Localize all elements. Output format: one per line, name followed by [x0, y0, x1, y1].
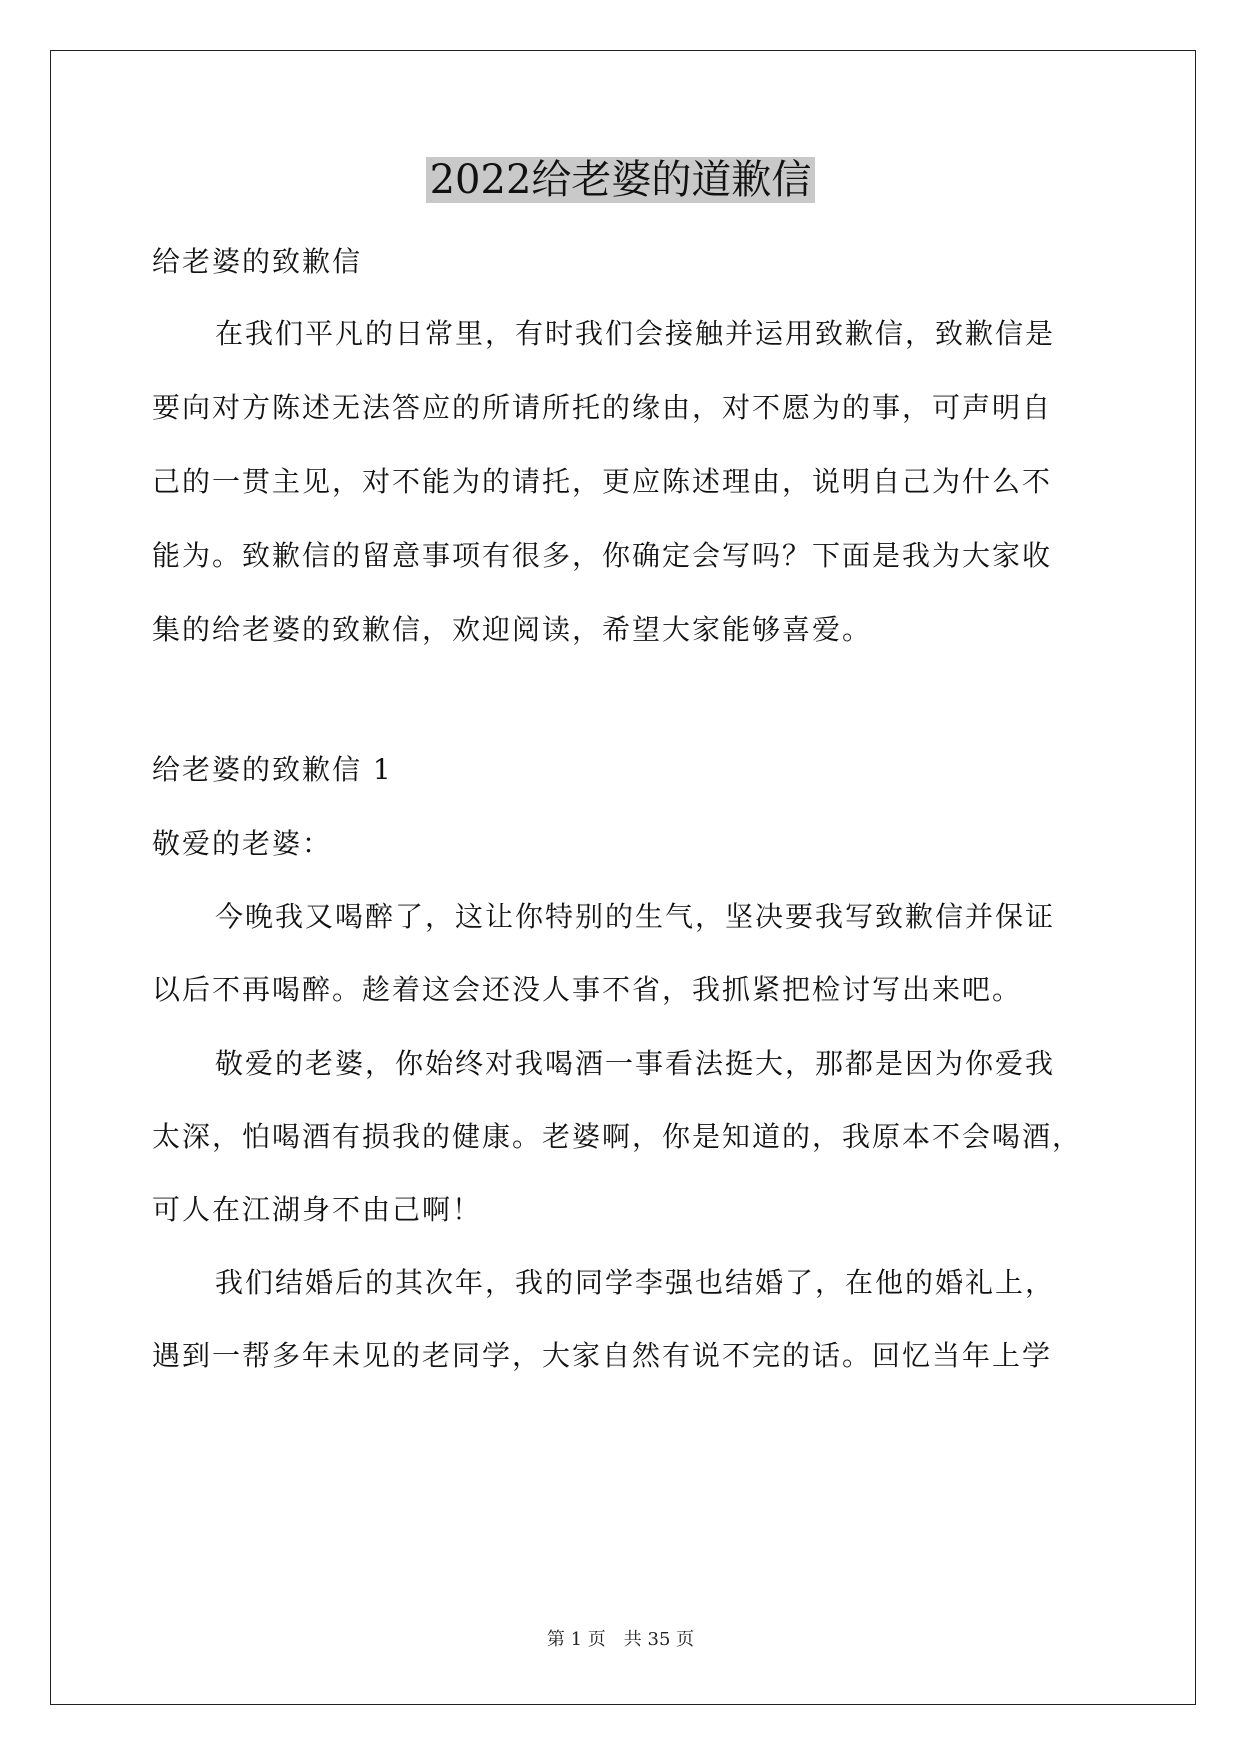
- paragraph-line: 集的给老婆的致歉信，欢迎阅读，希望大家能够喜爱。: [152, 613, 873, 646]
- paragraph-line: 可人在江湖身不由己啊！: [152, 1193, 483, 1226]
- paragraph-line: 以后不再喝醉。趁着这会还没人事不省，我抓紧把检讨写出来吧。: [152, 973, 1023, 1006]
- section-heading: 给老婆的致歉信 1: [152, 753, 393, 786]
- title-text: 2022给老婆的道歉信: [426, 157, 816, 203]
- paragraph-line: 在我们平凡的日常里，有时我们会接触并运用致歉信，致歉信是: [215, 317, 1056, 350]
- section-heading: 给老婆的致歉信: [152, 245, 363, 278]
- paragraph-line: 要向对方陈述无法答应的所请所托的缘由，对不愿为的事，可声明自: [152, 391, 1053, 424]
- page-footer: 第 1 页 共 35 页: [546, 1629, 695, 1650]
- salutation: 敬爱的老婆：: [152, 827, 333, 860]
- paragraph-line: 己的一贯主见，对不能为的请托，更应陈述理由，说明自己为什么不: [152, 465, 1053, 498]
- paragraph-line: 敬爱的老婆，你始终对我喝酒一事看法挺大，那都是因为你爱我: [215, 1047, 1056, 1080]
- document-title: [0, 150, 1241, 210]
- paragraph-line: 我们结婚后的其次年，我的同学李强也结婚了，在他的婚礼上，: [215, 1266, 1056, 1299]
- paragraph-line: 太深，怕喝酒有损我的健康。老婆啊，你是知道的，我原本不会喝酒，: [152, 1120, 1083, 1153]
- paragraph-line: 遇到一帮多年未见的老同学，大家自然有说不完的话。回忆当年上学: [152, 1339, 1053, 1372]
- page-border: [50, 50, 1196, 1705]
- paragraph-line: 能为。致歉信的留意事项有很多，你确定会写吗？下面是我为大家收: [152, 539, 1053, 572]
- paragraph-line: 今晚我又喝醉了，这让你特别的生气，坚决要我写致歉信并保证: [215, 900, 1056, 933]
